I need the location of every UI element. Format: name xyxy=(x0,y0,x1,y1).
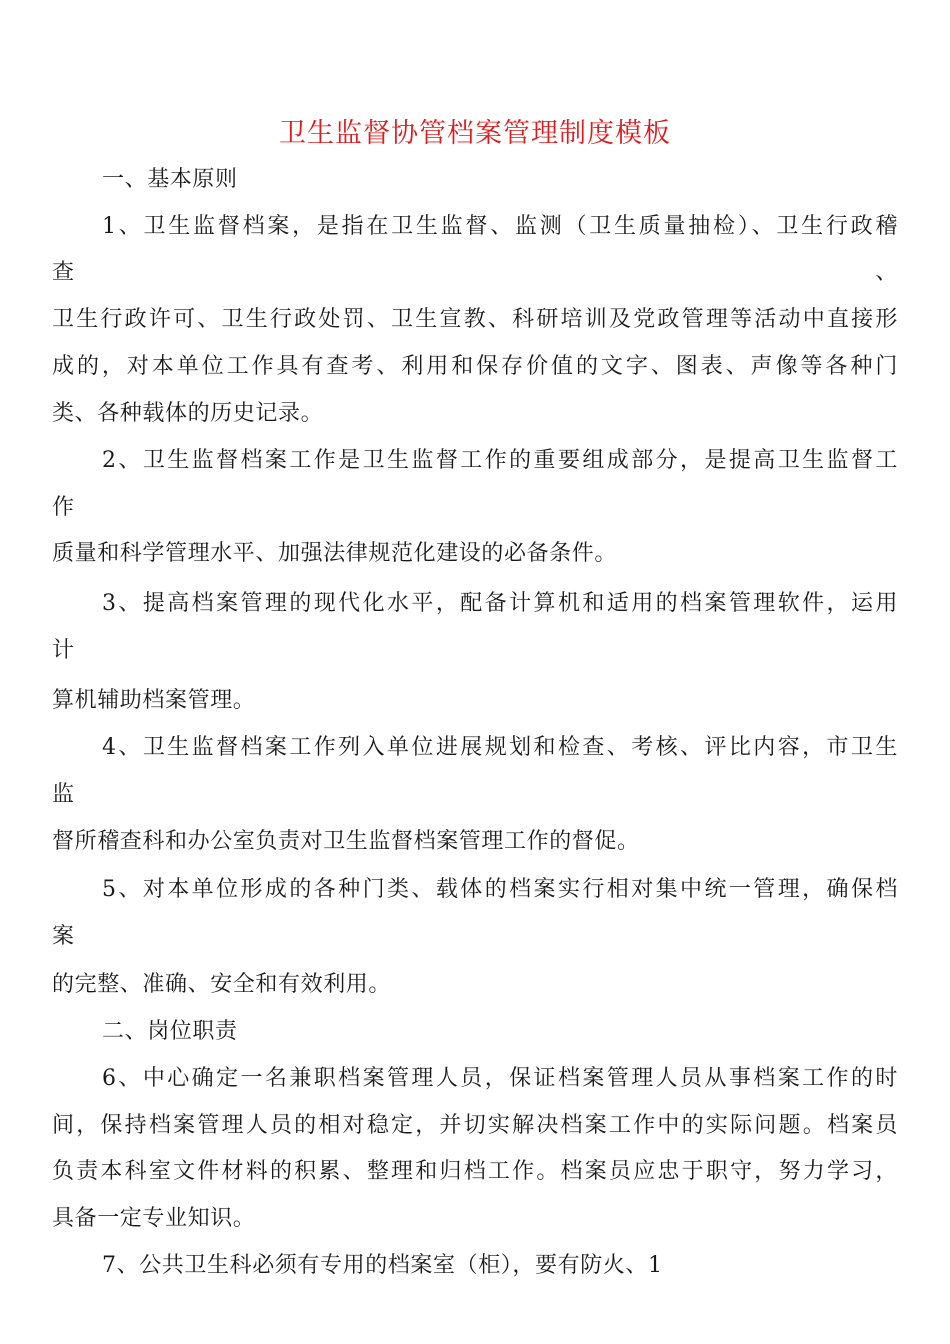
section-heading-principles: 一、基本原则 xyxy=(102,167,238,192)
document-title: 卫生监督协管档案管理制度模板 xyxy=(279,118,671,149)
section-heading-duties: 二、岗位职责 xyxy=(102,1019,238,1044)
paragraph-5-line-2: 案 xyxy=(52,924,75,949)
paragraph-3-line-2: 计 xyxy=(52,638,75,663)
paragraph-1-line-1: 1、卫生监督档案，是指在卫生监督、监测（卫生质量抽检）、卫生行政稽 xyxy=(102,214,898,239)
paragraph-4-line-3: 督所稽查科和办公室负责对卫生监督档案管理工作的督促。 xyxy=(52,829,640,854)
paragraph-4-line-2: 监 xyxy=(52,782,75,807)
paragraph-7-line-1: 7、公共卫生科必须有专用的档案室（柜），要有防火、1 xyxy=(102,1253,663,1278)
paragraph-6-line-4: 具备一定专业知识。 xyxy=(52,1206,256,1231)
paragraph-5-line-1: 5、对本单位形成的各种门类、载体的档案实行相对集中统一管理，确保档 xyxy=(102,877,898,902)
paragraph-1-line-2-end: 、 xyxy=(875,260,898,285)
paragraph-2-line-1: 2、卫生监督档案工作是卫生监督工作的重要组成部分，是提高卫生监督工 xyxy=(102,448,898,473)
paragraph-5-line-3: 的完整、准确、安全和有效利用。 xyxy=(52,972,392,997)
paragraph-1-line-2 xyxy=(52,256,898,290)
paragraph-6-line-3: 负责本科室文件材料的积累、整理和归档工作。档案员应忠于职守，努力学习， xyxy=(52,1159,898,1184)
paragraph-1-line-3: 卫生行政许可、卫生行政处罚、卫生宣教、科研培训及党政管理等活动中直接形 xyxy=(52,307,898,332)
paragraph-1-line-2-start: 查 xyxy=(52,260,75,285)
paragraph-4-line-1: 4、卫生监督档案工作列入单位进展规划和检查、考核、评比内容，市卫生 xyxy=(102,735,898,760)
paragraph-1-line-4: 成的，对本单位工作具有查考、利用和保存价值的文字、图表、声像等各种门 xyxy=(52,354,898,379)
paragraph-2-line-2: 作 xyxy=(52,495,75,520)
paragraph-3-line-1: 3、提高档案管理的现代化水平，配备计算机和适用的档案管理软件，运用 xyxy=(102,591,898,616)
paragraph-6-line-1: 6、中心确定一名兼职档案管理人员，保证档案管理人员从事档案工作的时 xyxy=(102,1066,898,1091)
paragraph-1-line-5: 类、各种载体的历史记录。 xyxy=(52,401,324,426)
paragraph-6-line-2: 间，保持档案管理人员的相对稳定，并切实解决档案工作中的实际问题。档案员 xyxy=(52,1113,898,1138)
paragraph-3-line-3: 算机辅助档案管理。 xyxy=(52,688,256,713)
paragraph-2-line-3: 质量和科学管理水平、加强法律规范化建设的必备条件。 xyxy=(52,541,618,566)
